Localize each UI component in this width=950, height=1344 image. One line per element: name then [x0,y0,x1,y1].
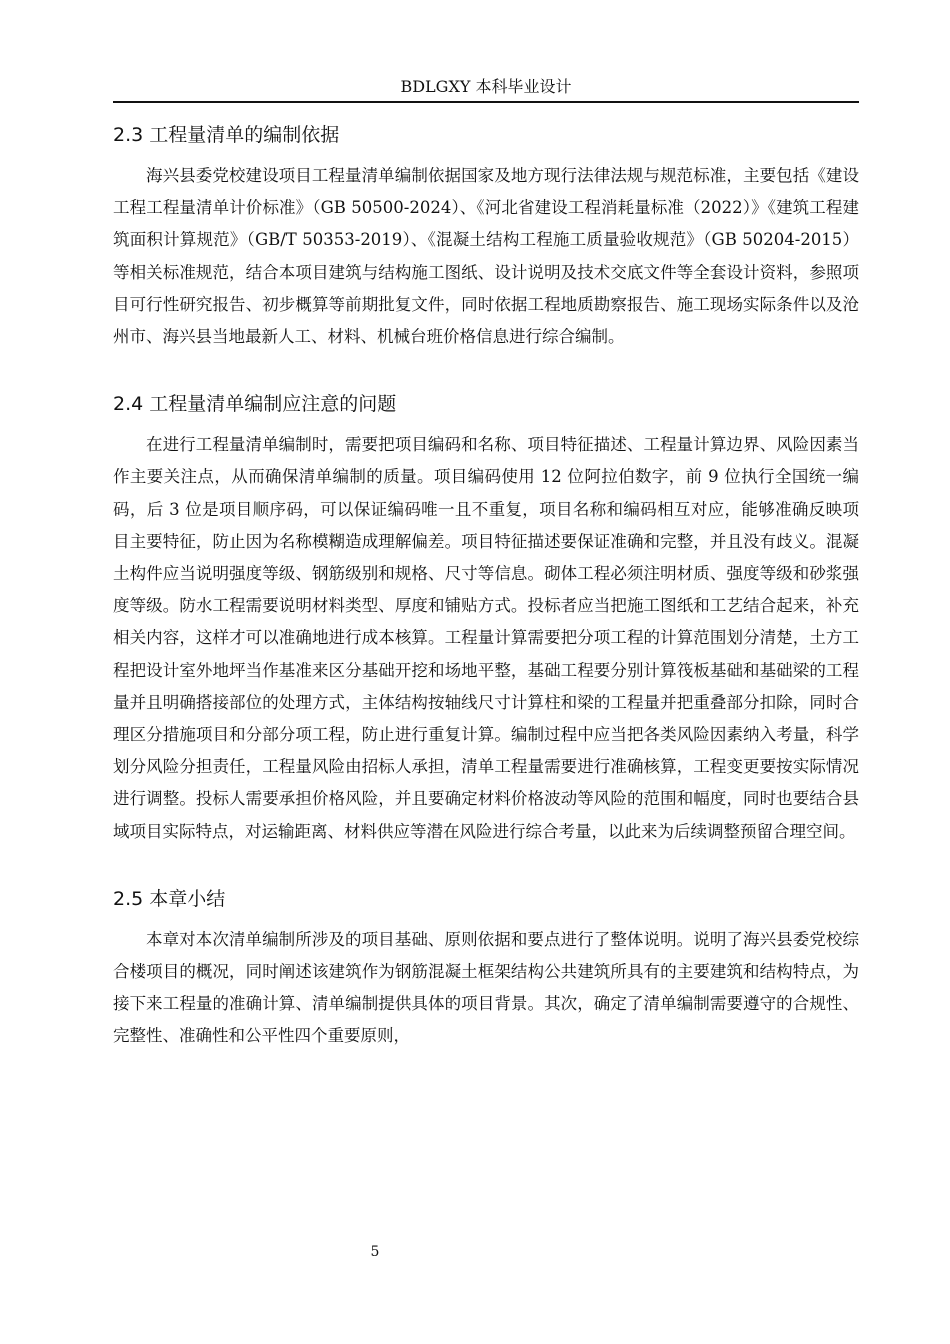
page-header: BDLGXY 本科毕业设计 [400,77,572,96]
section-paragraph-2-3: 海兴县委党校建设项目工程量清单编制依据国家及地方现行法律法规与规范标准，主要包括《建设工程工程量清单计价标准》（GB 50500-2024）、《河北省建设工程消耗量标准（2022）》《建筑工程建筑面积计算规范》（GB/T 50353-2019）、《混凝土结构工程施工质量验收规范》（GB 50204-2015）等相关标准规范，结合本项目建筑与结构施工图纸、设计说明及技术交底文件等全套设计资料，参照项目可行性研究报告、初步概算等前期批复文件，同时依据工程地质勘察报告、施工现场实际条件以及沧州市、海兴县当地最新人工、材料、机械台班价格信息进行综合编制。 [113,166,859,347]
header-rule [113,101,859,103]
page-content [113,106,859,1053]
page-number: 5 [370,1244,380,1260]
section-heading-2-5: 2.5 本章小结 [113,887,226,910]
section-heading-2-4: 2.4 工程量清单编制应注意的问题 [113,393,397,416]
section-heading-2-3: 2.3 工程量清单的编制依据 [113,124,340,146]
section-paragraph-2-4: 在进行工程量清单编制时，需要把项目编码和名称、项目特征描述、工程量计算边界、风险因素当作主要关注点，从而确保清单编制的质量。项目编码使用 12 位阿拉伯数字，前 9 位执行全国统一编码，后 3 位是项目顺序码，可以保证编码唯一且不重复，项目名称和编码相互对应，能够准确反映项目主要特征，防止因为名称模糊造成理解偏差。项目特征描述要保证准确和完整，并且没有歧义。混凝土构件应当说明强度等级、钢筋级别和规格、尺寸等信息。砌体工程必须注明材质、强度等级和砂浆强度等级。防水工程需要说明材料类型、厚度和铺贴方式。投标者应当把施工图纸和工艺结合起来，补充相关内容，这样才可以准确地进行成本核算。工程量计算需要把分项工程的计算范围划分清楚，土方工程把设计室外地坪当作基准来区分基础开挖和场地平整，基础工程要分别计算筏板基础和基础梁的工程量并且明确搭接部位的处理方式，主体结构按轴线尺寸计算柱和梁的工程量并把重叠部分扣除，同时合理区分措施项目和分部分项工程，防止进行重复计算。编制过程中应当把各类风险因素纳入考量，科学划分风险分担责任，工程量风险由招标人承担，清单工程量需要进行准确核算，工程变更要按实际情况进行调整。投标人需要承担价格风险，并且要确定材料价格波动等风险的范围和幅度，同时也要结合县域项目实际特点，对运输距离、材料供应等潜在风险进行综合考量，以此来为后续调整预留合理空间。 [113,435,859,841]
section-paragraph-2-5: 本章对本次清单编制所涉及的项目基础、原则依据和要点进行了整体说明。说明了海兴县委党校综合楼项目的概况，同时阐述该建筑作为钢筋混凝土框架结构公共建筑所具有的主要建筑和结构特点，为接下来工程量的准确计算、清单编制提供具体的项目背景。其次，确定了清单编制需要遵守的合规性、完整性、准确性和公平性四个重要原则， [113,929,859,1046]
